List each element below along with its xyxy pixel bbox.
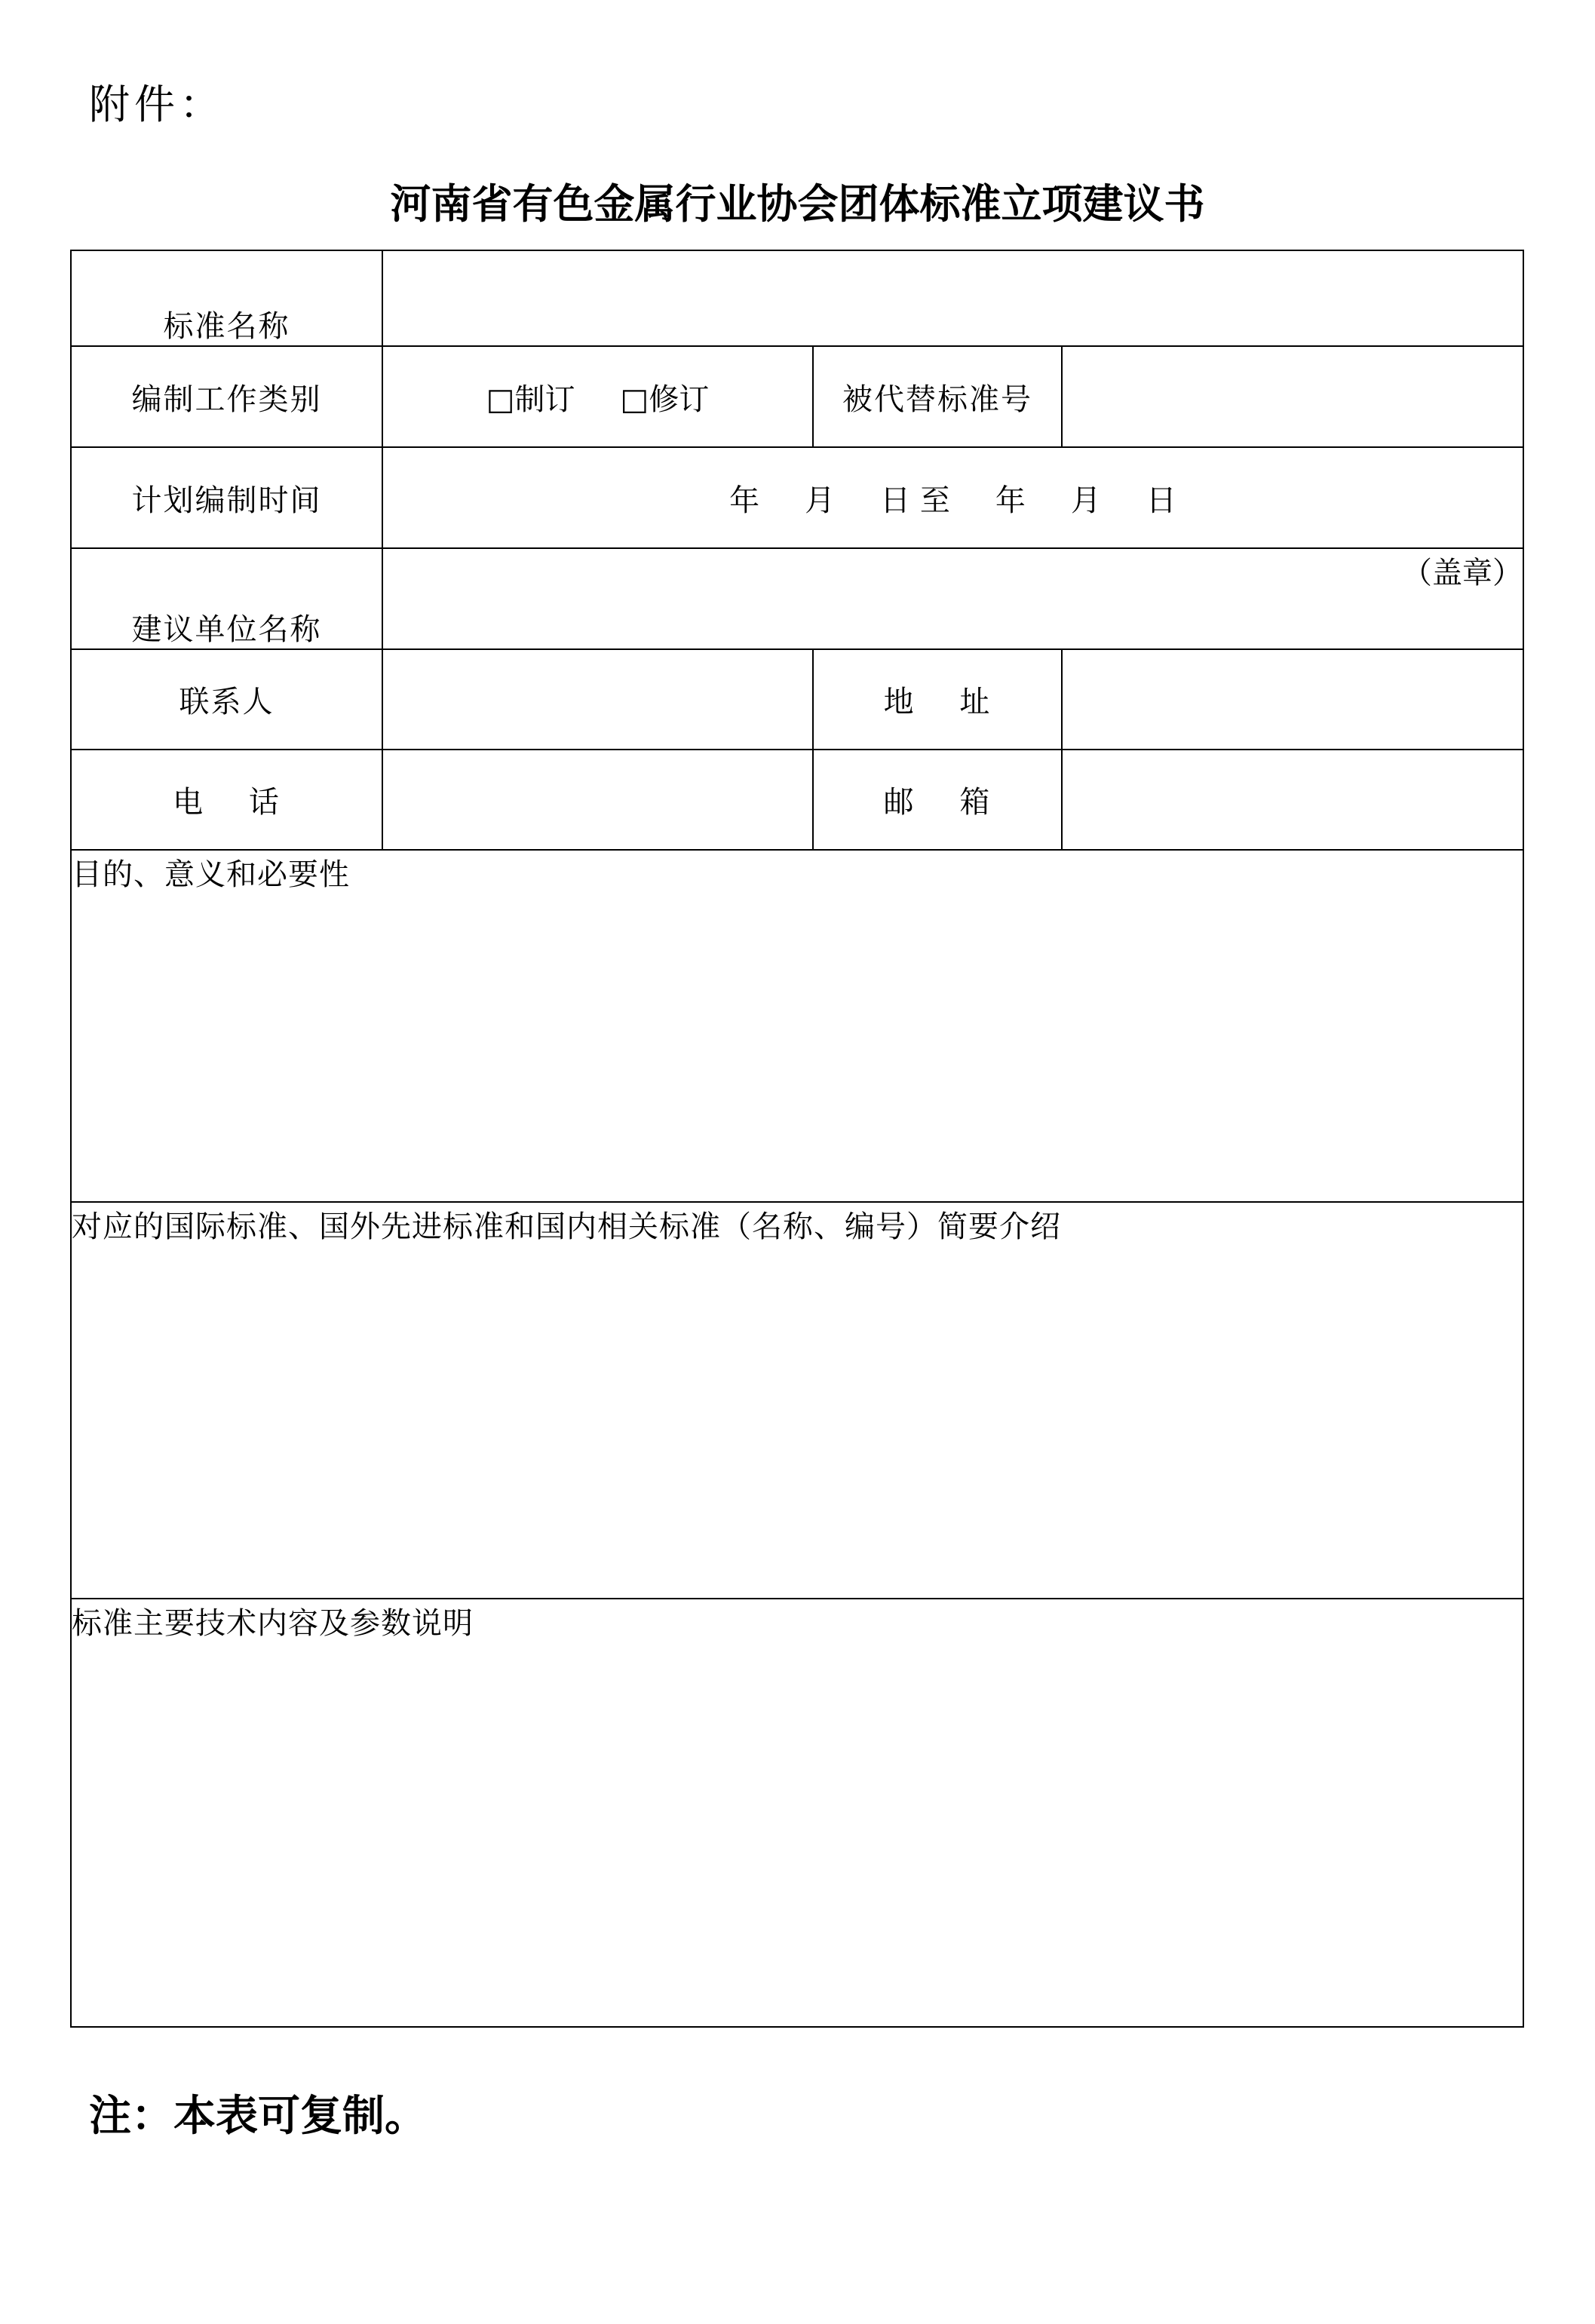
date-range-field[interactable] xyxy=(382,447,1523,548)
row-phone xyxy=(71,750,1523,850)
footnote: 注：本表可复制。 xyxy=(89,2092,427,2141)
purpose-field[interactable] xyxy=(71,850,1523,1202)
email-field[interactable] xyxy=(1062,750,1523,850)
seal-text: （盖章） xyxy=(1402,556,1523,590)
date-start-day: 日 至 xyxy=(880,483,950,518)
standard-name-label: 标准名称 xyxy=(71,250,382,346)
standard-name-field[interactable] xyxy=(382,250,1523,346)
date-end-day: 日 xyxy=(1146,483,1176,518)
row-related-standards xyxy=(71,1202,1523,1599)
date-start-month: 月 xyxy=(805,483,836,518)
row-standard-name xyxy=(71,250,1523,346)
related-standards-field[interactable] xyxy=(71,1202,1523,1599)
row-contact xyxy=(71,649,1523,750)
plan-time-label: 计划编制时间 xyxy=(71,447,382,548)
purpose-label: 目的、意义和必要性 xyxy=(72,857,350,892)
related-standards-label: 对应的国际标准、国外先进标准和国内相关标准（名称、编号）简要介绍 xyxy=(72,1210,1061,1244)
replaced-standard-label: 被代替标准号 xyxy=(813,346,1062,447)
proposer-label: 建议单位名称 xyxy=(71,548,382,649)
row-proposer xyxy=(71,548,1523,649)
attachment-label: 附件： xyxy=(89,81,225,128)
work-type-label: 编制工作类别 xyxy=(71,346,382,447)
checkbox-formulate[interactable]: □制订 xyxy=(486,382,575,417)
contact-label: 联系人 xyxy=(71,649,382,750)
row-work-type xyxy=(71,346,1523,447)
row-plan-time xyxy=(71,447,1523,548)
proposal-form-table xyxy=(70,250,1524,2028)
replaced-standard-field[interactable] xyxy=(1062,346,1523,447)
address-field[interactable] xyxy=(1062,649,1523,750)
address-label: 地 址 xyxy=(813,649,1062,750)
phone-field[interactable] xyxy=(382,750,813,850)
tech-content-field[interactable] xyxy=(71,1599,1523,2027)
work-type-options xyxy=(382,346,813,447)
email-label: 邮 箱 xyxy=(813,750,1062,850)
row-tech-content xyxy=(71,1599,1523,2027)
row-purpose xyxy=(71,850,1523,1202)
form-title: 河南省有色金属行业协会团体标准立项建议书 xyxy=(390,180,1205,228)
date-end-year: 年 xyxy=(995,483,1026,518)
date-start-year: 年 xyxy=(729,483,760,518)
date-end-month: 月 xyxy=(1070,483,1101,518)
proposer-field[interactable] xyxy=(382,548,1523,649)
tech-content-label: 标准主要技术内容及参数说明 xyxy=(72,1606,474,1641)
phone-label: 电 话 xyxy=(71,750,382,850)
contact-field[interactable] xyxy=(382,649,813,750)
checkbox-revise[interactable]: □修订 xyxy=(620,382,710,417)
